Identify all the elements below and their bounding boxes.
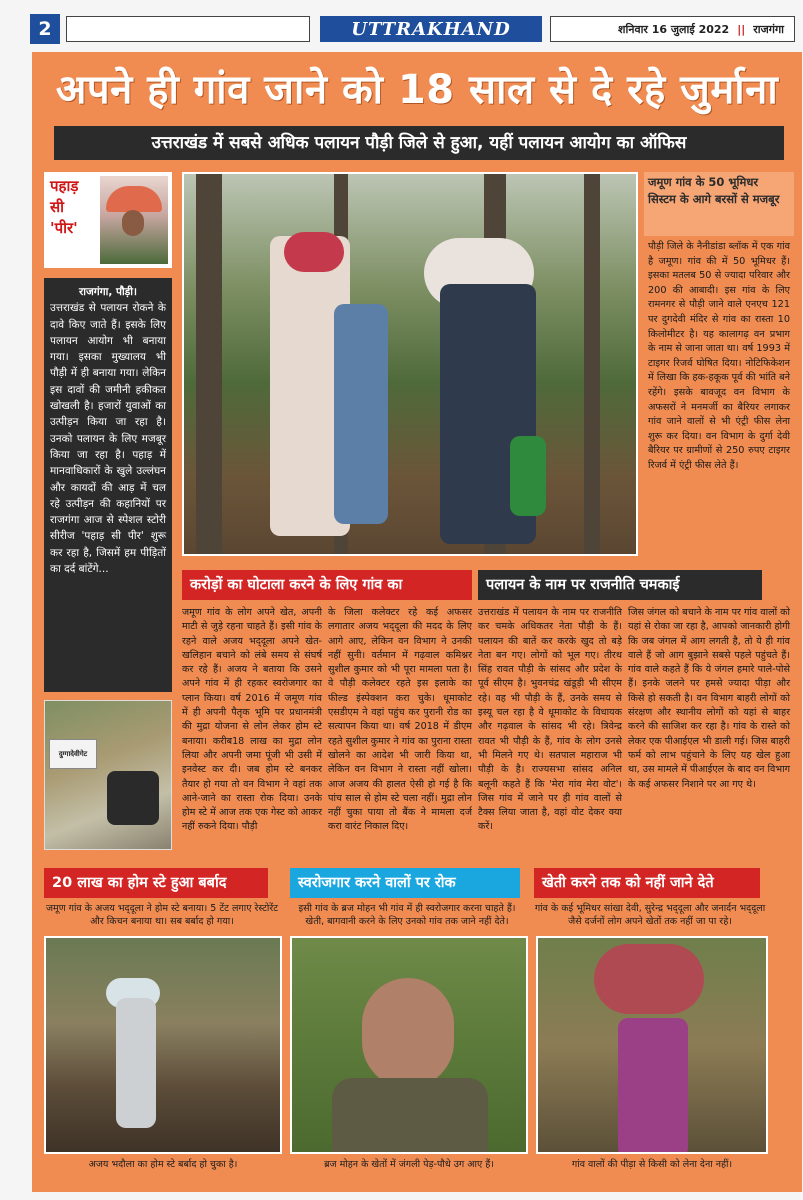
issue-date: शनिवार 16 जुलाई 2022	[618, 23, 730, 36]
story-panel	[32, 52, 802, 1192]
tree-trunk	[196, 174, 222, 556]
head-load	[284, 232, 344, 272]
face-shape	[122, 210, 144, 236]
article-column: उत्तराखंड में पलायन के नाम पर राजनीति कर चमके अधिकतर नेता पौड़ी के हैं। पलायन की बातें कर करके खुद तो बड़े नेता बन गए। लोगों को भूल गए। तीरथ सिंह रावत पौड़ी के सांसद और प्रदेश के पूर्व सीएम है। भुवनचंद्र खंडूड़ी भी सीएम रहे। वह भी पौड़ी के हैं, उनके समय से इस्यू चल रहा है वे धूमाकोट के विधायक और गढ़वाल के सांसद भी रहे। त्रिवेन्द्र रावत भी पौड़ी के हैं, गांव के लोग उनसे भी मिलने गए थे। सतपाल महाराज भी पौड़ी के है। राज्यसभा सांसद अनिल बलूनी कहते हैं कि 'मेरा गांव मेरा वोट'। जिस गांव में जाने पर ही गांव वालों से टैक्स लिया जाता है, वहां वोट देकर क्या करें।	[478, 607, 622, 833]
shirt-shape	[332, 1078, 488, 1154]
bottom-tag-homestay: 20 लाख का होम स्टे हुआ बर्बाद	[44, 868, 268, 898]
face-shape	[362, 978, 454, 1088]
villager-woman-photo	[536, 936, 768, 1154]
page-number: 2	[30, 14, 60, 44]
mid-left-tag: करोड़ों का घोटाला करने के लिए गांव का	[182, 570, 472, 600]
photo-caption: अजय भदौला का होम स्टे बर्बाद हो चुका है।	[88, 1159, 238, 1170]
page-header	[30, 12, 800, 46]
woman-figure	[618, 1018, 688, 1154]
article-column: जिस जंगल को बचाने के नाम पर गांव वालों को यहां से रोका जा रहा है, आपको जानकारी होगी कि जब जंगल में आग लगती है, तो ये ही गांव वाले हैं जो आग बुझाने सबसे पहले पहुंचते हैं। गांव वाले कहते हैं कि ये जंगल हमारे पाले-पोसे हैं। इनके जलने पर हमसे ज्यादा पीड़ा और किसे हो सकती है। वन विभाग बाहरी लोगों को संरक्षण और स्थानीय लोगों को यहां से बाहर करने की साजिश कर रहा है। गांव के रास्ते को लेकर एक पीआईएल भी डाली गई। जिस बाहरी फर्म को लाभ पहुंचाने के लिए यह खेल हुआ था, उस मामले में पीआईएल के बाद वन विभाग के कई अफसर निशाने पर आ गए थे।	[628, 607, 790, 790]
brij-mohan-photo	[290, 936, 528, 1154]
bottom-text: जमूण गांव के अजय भद्‌दूला ने होम स्टे बनाया। 5 टेंट लगाए रेस्टोरेंट और किचन बनाया था। सब बर्बाद हो गया।	[45, 903, 278, 927]
bottom-text: गांव के कई भूमिधर सांखा देवी, सुरेन्द्र भद्‌दूला और जनार्दन भद्‌दूला जैसे दर्जनों लोग अपने खेतों तक नहीं जा पा रहे।	[534, 903, 766, 927]
headline: अपने ही गांव जाने को 18 साल से दे रहे जुर्माना	[55, 67, 779, 113]
mid-right-tag: पलायन के नाम पर राजनीति चमकाई	[478, 570, 762, 600]
motorbike-shape	[107, 771, 159, 825]
series-badge-photo	[100, 176, 168, 264]
man-figure	[116, 998, 156, 1128]
sidebar-story: पौड़ी जिले के नैनीडांडा ब्लॉक में एक गांव है जमूण। गांव की में 50 भूमिधर हैं। इसका मतलब 50 से ज्यादा परिवार और 200 की आबादी। इस गांव के लिए रामनगर से पौड़ी जाने वाले एनएच 121 पर दुगदेवी मंदिर से गांव का रास्ता 10 किलोमीटर है। यह कालागढ़ वन प्रभाग के नाम से जाना जाता था। वर्ष 1993 में टाइगर रिजर्व घोषित दिया। नोटिफिकेशन में लिखा कि हक-हकूक पूर्व की भांति बने रहेंगे। इसके बावजूद वन विभाग के अफसरों ने मनमर्जी का बैरियर लगाकर गांव जाने वालों से भी एंट्री फीस लेना शुरू कर दिया। वन विभाग के दुर्गा देवी बैरियर पर ग्रामीणों से 250 रुपए टाइगर रिजर्व में एंट्री फीस लेते हैं।	[648, 241, 791, 471]
dateline: राजगंगा, पौड़ी।	[79, 286, 137, 298]
green-bag	[510, 436, 546, 516]
series-badge	[44, 172, 172, 268]
photo-caption: गांव वालों की पीड़ा से किसी को लेना देना नहीं।	[571, 1159, 733, 1170]
intro-story-text: उत्तराखंड से पलायन रोकने के दावे किए जाते हैं। इसके लिए पलायन आयोग भी बनाया गया। इसका मुख्यालय भी पौड़ी में ही बनाया गया। लेकिन इस दावों की जमीनी हकीकत खोखली है। हजारों युवाओं का उत्पीड़न किया जा रहा है। उनको पलायन के लिए मजबूर किया जा रहा है। पहाड़ में मानवाधिकारों के खुले उल्लंघन और कायदों की आड़ में चल रहे उत्पीड़न की कहानियों पर राजगंगा आज से स्पेशल स्टोरी सीरीज 'पहाड़ सी पीर' शुरू कर रहा है, जिसमें हम पीड़ितों का दर्द बांटेंगे...	[50, 302, 166, 576]
head-load	[594, 944, 704, 1014]
gate-photo	[44, 700, 172, 850]
umbrella-shape	[106, 186, 162, 212]
intro-story	[44, 278, 172, 692]
article-column: जमूण गांव के लोग अपने खेत, अपनी माटी से जुड़े रहना चाहते हैं। इसी गांव के रहने वाले अजय भद्‌दूला अपने खेत-खलिहान बचाने को लंबे समय से संघर्ष कर रहे हैं। अजय ने बताया कि उसने अपने गांव में ही रहकर स्वरोजगार का प्लान किया। वर्ष 2016 में जमूण गांव में ही अपनी पैतृक भूमि पर प्रधानमंत्री की मुद्रा योजना से लोन लेकर होम स्टे बनाया। करीब18 लाख का मुद्रा लोन लिया और अपनी जमा पूंजी भी उसी में इनवेस्ट कर दी। जब होम स्टे बनकर तैयार हो गया तो वन विभाग ने वहां तक आने-जाने का रास्ता रोक दिया। उनके होम स्टे में आज तक एक गेस्ट को आकर नहीं रुकने दिया। पौड़ी	[182, 607, 322, 833]
boy-figure	[334, 304, 388, 524]
paper-name: राजगंगा	[753, 23, 784, 36]
header-dateline: शनिवार 16 जुलाई 2022 || राजगंगा	[550, 16, 795, 42]
bottom-tag-selfemployment: स्वरोजगार करने वालों पर रोक	[290, 868, 520, 898]
photo-caption: ब्रज मोहन के खेतों में जंगली पेड़-पौधे उग आए हैं।	[324, 1159, 494, 1170]
subheadline: उत्तराखंड में सबसे अधिक पलायन पौड़ी जिले से हुआ, यहीं पलायन आयोग का ऑफिस	[54, 126, 784, 160]
bottom-tag-farming: खेती करने तक को नहीं जाने देते	[534, 868, 760, 898]
tree-trunk	[584, 174, 600, 556]
header-left-box	[66, 16, 310, 42]
main-photo	[182, 172, 638, 556]
gate-sign: दुग्गादेवीगेट	[49, 739, 97, 769]
sidebar-headline: जमूण गांव के 50 भूमिधर सिस्टम के आगे बरसों से मजबूर	[644, 172, 794, 236]
bottom-text: इसी गांव के ब्रज मोहन भी गांव में ही स्वरोजगार करना चाहते हैं। खेती, बागवानी करने के लिए उनको गांव तक जाने नहीं देते।	[298, 903, 516, 927]
article-column: के जिला कलेक्टर रहे कई अफसर लगातार अजय भद्‌दूला की मदद के लिए आगे आए, लेकिन वन विभाग ने उनकी नहीं सुनी। वर्तमान में गढ़वाल कमिश्नर सुशील कुमार को भी पूरा मामला पता है। वे पौड़ी कलेक्टर रहते इस इलाके का फील्ड इंस्पेक्शन करा चुके। धूमाकोट एसडीएम ने वहां पहुंच कर पुरानी रोड का सत्यापन किया था। वर्ष 2018 में डीएम रहते सुशील कुमार ने गांव का पुराना रास्ता खोलने का आदेश भी जारी किया था, लेकिन वन विभाग ने रास्ता नहीं खोला। आज अजय की हालत ऐसी हो गई है कि पांच साल से होम स्टे चला नहीं। मुद्रा लोन नहीं चुका पाया तो बैंक ने मामला दर्ज करा वारंट निकाल दिए।	[328, 607, 472, 833]
homestay-photo	[44, 936, 282, 1154]
series-badge-text: पहाड़ सी 'पीर'	[50, 177, 79, 237]
section-title: UTTRAKHAND	[320, 16, 542, 42]
